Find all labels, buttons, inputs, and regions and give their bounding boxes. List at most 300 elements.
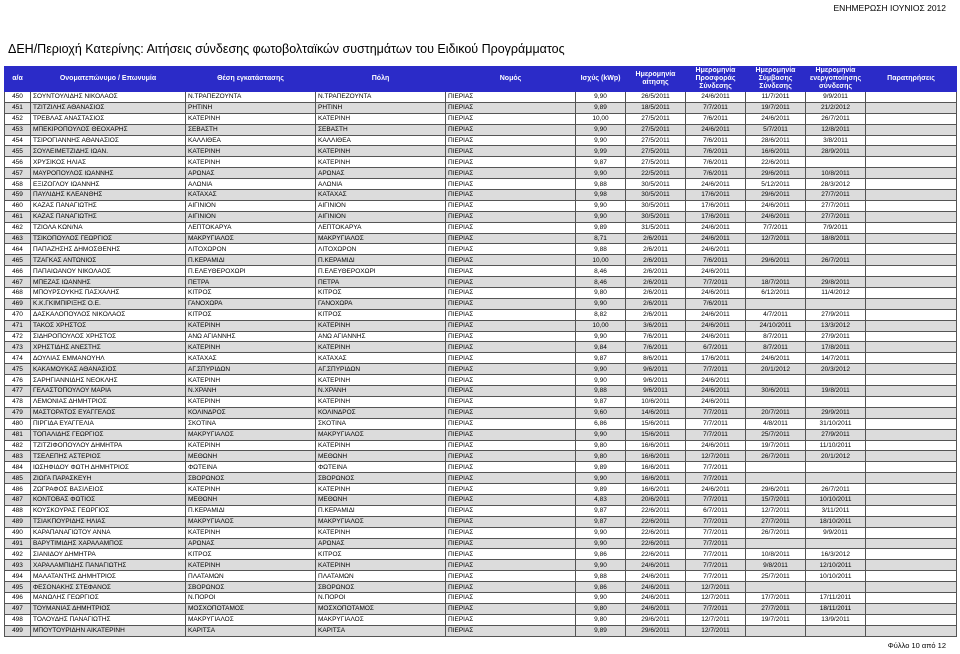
cell-application-date: 18/5/2011 <box>626 102 686 113</box>
cell-name: ΚΑΚΑΜΟΥΚΑΣ ΑΘΑΝΑΣΙΟΣ <box>31 364 186 375</box>
cell-prefecture: ΠΙΕΡΙΑΣ <box>446 582 576 593</box>
col-offer-date: Ημερομηνία Προσφοράς Σύνδεσης <box>686 67 746 92</box>
cell-prefecture: ΠΙΕΡΙΑΣ <box>446 396 576 407</box>
cell-application-date: 27/5/2011 <box>626 157 686 168</box>
cell-offer-date: 24/6/2011 <box>686 440 746 451</box>
cell-aa: 467 <box>5 277 31 288</box>
table-row <box>5 200 957 211</box>
table-row <box>5 309 957 320</box>
cell-aa: 472 <box>5 331 31 342</box>
cell-city: ΚΙΤΡΟΣ <box>316 549 446 560</box>
cell-activation-date: 29/8/2011 <box>806 277 866 288</box>
table-row <box>5 625 957 636</box>
cell-city: Ν.ΠΟΡΟΙ <box>316 592 446 603</box>
cell-aa: 452 <box>5 113 31 124</box>
cell-application-date: 2/6/2011 <box>626 266 686 277</box>
cell-name: ΠΑΠΑΙΩΑΝΟΥ ΝΙΚΟΛΑΟΣ <box>31 266 186 277</box>
table-row <box>5 211 957 222</box>
cell-notes <box>866 244 957 255</box>
cell-city: ΚΑΤΕΡΙΝΗ <box>316 375 446 386</box>
cell-name: ΜΑΣΤΟΡΑΤΟΣ ΕΥΑΓΓΕΛΟΣ <box>31 407 186 418</box>
cell-application-date: 15/6/2011 <box>626 429 686 440</box>
cell-prefecture: ΠΙΕΡΙΑΣ <box>446 222 576 233</box>
cell-city: ΚΑΤΕΡΙΝΗ <box>316 527 446 538</box>
cell-application-date: 7/6/2011 <box>626 342 686 353</box>
cell-notes <box>866 211 957 222</box>
cell-aa: 490 <box>5 527 31 538</box>
cell-location: ΑΡΩΝΑΣ <box>186 538 316 549</box>
cell-aa: 492 <box>5 549 31 560</box>
cell-activation-date: 13/9/2011 <box>806 614 866 625</box>
cell-notes <box>866 157 957 168</box>
cell-name: ΕΞΙΖΟΓΛΟΥ ΙΩΑΝΝΗΣ <box>31 179 186 190</box>
cell-offer-date: 17/6/2011 <box>686 200 746 211</box>
cell-aa: 455 <box>5 146 31 157</box>
cell-offer-date: 24/6/2011 <box>686 124 746 135</box>
cell-aa: 496 <box>5 592 31 603</box>
cell-application-date: 30/5/2011 <box>626 190 686 201</box>
cell-aa: 462 <box>5 222 31 233</box>
cell-name: ΤΖΙΤΖΙΦΟΠΟΥΛΟΥ ΔΗΜΗΤΡΑ <box>31 440 186 451</box>
cell-power: 9,90 <box>576 135 626 146</box>
cell-prefecture: ΠΙΕΡΙΑΣ <box>446 516 576 527</box>
cell-application-date: 22/6/2011 <box>626 527 686 538</box>
cell-application-date: 30/5/2011 <box>626 200 686 211</box>
table-row <box>5 560 957 571</box>
cell-city: ΚΑΤΕΡΙΝΗ <box>316 440 446 451</box>
cell-offer-date: 7/7/2011 <box>686 277 746 288</box>
cell-prefecture: ΠΙΕΡΙΑΣ <box>446 179 576 190</box>
cell-notes <box>866 484 957 495</box>
cell-application-date: 2/6/2011 <box>626 255 686 266</box>
cell-aa: 491 <box>5 538 31 549</box>
cell-city: ΚΑΤΕΡΙΝΗ <box>316 560 446 571</box>
table-row <box>5 451 957 462</box>
table-row <box>5 157 957 168</box>
cell-prefecture: ΠΙΕΡΙΑΣ <box>446 386 576 397</box>
cell-notes <box>866 592 957 603</box>
cell-power: 9,90 <box>576 168 626 179</box>
cell-aa: 459 <box>5 190 31 201</box>
cell-notes <box>866 386 957 397</box>
cell-offer-date: 7/7/2011 <box>686 538 746 549</box>
cell-prefecture: ΠΙΕΡΙΑΣ <box>446 549 576 560</box>
cell-location: ΑΙΓΙΝΙΟΝ <box>186 200 316 211</box>
cell-location: Π.ΚΕΡΑΜΙΔΙ <box>186 255 316 266</box>
cell-contract-date: 24/6/2011 <box>746 353 806 364</box>
cell-prefecture: ΠΙΕΡΙΑΣ <box>446 473 576 484</box>
cell-city: ΚΑΤΕΡΙΝΗ <box>316 396 446 407</box>
cell-contract-date: 5/12/2011 <box>746 179 806 190</box>
cell-name: ΤΟΠΑΛΙΔΗΣ ΓΕΩΡΓΙΟΣ <box>31 429 186 440</box>
cell-power: 9,90 <box>576 538 626 549</box>
cell-name: ΜΠΕΖΑΣ ΙΩΑΝΝΗΣ <box>31 277 186 288</box>
cell-application-date: 30/5/2011 <box>626 179 686 190</box>
cell-aa: 457 <box>5 168 31 179</box>
cell-activation-date: 31/10/2011 <box>806 418 866 429</box>
cell-city: ΚΙΤΡΟΣ <box>316 309 446 320</box>
cell-city: ΚΑΛΛΙΘΕΑ <box>316 135 446 146</box>
cell-name: ΧΑΡΑΛΑΜΠΙΔΗΣ ΠΑΝΑΓΙΩΤΗΣ <box>31 560 186 571</box>
cell-activation-date: 20/1/2012 <box>806 451 866 462</box>
cell-city: ΑΛΩΝΙΑ <box>316 179 446 190</box>
cell-contract-date <box>746 244 806 255</box>
cell-activation-date: 11/4/2012 <box>806 288 866 299</box>
cell-city: ΚΑΤΑΧΑΣ <box>316 353 446 364</box>
cell-prefecture: ΠΙΕΡΙΑΣ <box>446 505 576 516</box>
cell-offer-date: 24/6/2011 <box>686 179 746 190</box>
cell-contract-date: 27/7/2011 <box>746 603 806 614</box>
cell-power: 9,86 <box>576 549 626 560</box>
cell-prefecture: ΠΙΕΡΙΑΣ <box>446 190 576 201</box>
cell-prefecture: ΠΙΕΡΙΑΣ <box>446 538 576 549</box>
cell-prefecture: ΠΙΕΡΙΑΣ <box>446 484 576 495</box>
cell-name: ΣΙΑΝΙΔΟΥ ΔΗΜΗΤΡΑ <box>31 549 186 560</box>
cell-application-date: 24/6/2011 <box>626 560 686 571</box>
cell-power: 8,46 <box>576 266 626 277</box>
table-row <box>5 168 957 179</box>
update-label: ΕΝΗΜΕΡΩΣΗ ΙΟΥΝΙΟΣ 2012 <box>833 3 946 13</box>
cell-application-date: 3/6/2011 <box>626 320 686 331</box>
cell-application-date: 8/6/2011 <box>626 353 686 364</box>
cell-name: ΜΠΟΥΡΣΟΥΚΗΣ ΠΑΣΧΑΛΗΣ <box>31 288 186 299</box>
cell-prefecture: ΠΙΕΡΙΑΣ <box>446 298 576 309</box>
cell-location: Π.ΕΛΕΥΘΕΡΟΧΩΡΙ <box>186 266 316 277</box>
cell-power: 9,87 <box>576 516 626 527</box>
cell-application-date: 2/6/2011 <box>626 288 686 299</box>
cell-contract-date: 25/7/2011 <box>746 429 806 440</box>
table-row <box>5 113 957 124</box>
cell-application-date: 2/6/2011 <box>626 244 686 255</box>
cell-contract-date: 26/7/2011 <box>746 527 806 538</box>
cell-notes <box>866 538 957 549</box>
cell-contract-date: 29/6/2011 <box>746 484 806 495</box>
cell-application-date: 22/6/2011 <box>626 538 686 549</box>
cell-city: ΜΟΣΧΟΠΟΤΑΜΟΣ <box>316 603 446 614</box>
cell-offer-date: 7/6/2011 <box>686 135 746 146</box>
cell-location: ΚΑΤΕΡΙΝΗ <box>186 484 316 495</box>
cell-location: ΦΩΤΕΙΝΑ <box>186 462 316 473</box>
cell-name: ΓΕΛΑΣΤΟΠΟΥΛΟΥ ΜΑΡΙΑ <box>31 386 186 397</box>
cell-city: ΣΕΒΑΣΤΗ <box>316 124 446 135</box>
cell-power: 8,46 <box>576 277 626 288</box>
cell-notes <box>866 560 957 571</box>
table-row <box>5 484 957 495</box>
cell-location: ΚΑΡΙΤΣΑ <box>186 625 316 636</box>
cell-offer-date: 17/6/2011 <box>686 190 746 201</box>
cell-offer-date: 7/6/2011 <box>686 255 746 266</box>
cell-offer-date: 7/7/2011 <box>686 494 746 505</box>
table-row <box>5 418 957 429</box>
cell-contract-date: 17/7/2011 <box>746 592 806 603</box>
cell-activation-date: 10/8/2011 <box>806 168 866 179</box>
cell-aa: 481 <box>5 429 31 440</box>
table-row <box>5 505 957 516</box>
cell-contract-date: 8/7/2011 <box>746 331 806 342</box>
table-row <box>5 429 957 440</box>
cell-aa: 468 <box>5 288 31 299</box>
cell-city: ΣΚΟΤΙΝΑ <box>316 418 446 429</box>
cell-name: ΤΖΙΟΛΑ ΚΩΝ/ΝΑ <box>31 222 186 233</box>
cell-location: ΓΑΝΟΧΩΡΑ <box>186 298 316 309</box>
cell-city: ΚΑΤΑΧΑΣ <box>316 190 446 201</box>
cell-location: ΣΚΟΤΙΝΑ <box>186 418 316 429</box>
cell-prefecture: ΠΙΕΡΙΑΣ <box>446 92 576 103</box>
cell-aa: 495 <box>5 582 31 593</box>
col-notes: Παρατηρήσεις <box>866 67 957 92</box>
cell-location: ΜΑΚΡΥΓΙΑΛΟΣ <box>186 516 316 527</box>
cell-application-date: 20/6/2011 <box>626 494 686 505</box>
cell-contract-date: 19/7/2011 <box>746 614 806 625</box>
cell-name: ΧΡΗΣΤΙΔΗΣ ΑΝΕΣΤΗΣ <box>31 342 186 353</box>
cell-application-date: 16/6/2011 <box>626 451 686 462</box>
cell-activation-date: 3/11/2011 <box>806 505 866 516</box>
cell-city: ΜΕΘΩΝΗ <box>316 494 446 505</box>
cell-city: ΚΑΤΕΡΙΝΗ <box>316 320 446 331</box>
cell-name: ΖΙΩΓΑ ΠΑΡΑΣΚΕΥΗ <box>31 473 186 484</box>
col-aa: α/α <box>5 67 31 92</box>
cell-name: ΜΑΝΩΛΗΣ ΓΕΩΡΓΙΟΣ <box>31 592 186 603</box>
cell-city: ΣΒΟΡΩΝΟΣ <box>316 582 446 593</box>
cell-activation-date: 17/8/2011 <box>806 342 866 353</box>
cell-prefecture: ΠΙΕΡΙΑΣ <box>446 211 576 222</box>
cell-application-date: 9/6/2011 <box>626 364 686 375</box>
cell-notes <box>866 255 957 266</box>
cell-city: ΠΛΑΤΑΜΩΝ <box>316 571 446 582</box>
cell-application-date: 27/5/2011 <box>626 113 686 124</box>
cell-city: Π.ΕΛΕΥΘΕΡΟΧΩΡΙ <box>316 266 446 277</box>
cell-application-date: 16/6/2011 <box>626 473 686 484</box>
cell-contract-date: 4/8/2011 <box>746 418 806 429</box>
cell-contract-date <box>746 625 806 636</box>
cell-prefecture: ΠΙΕΡΙΑΣ <box>446 320 576 331</box>
cell-activation-date: 27/7/2011 <box>806 200 866 211</box>
cell-city: ΑΓ.ΣΠΥΡΙΔΩΝ <box>316 364 446 375</box>
cell-name: ΚΑΖΑΣ ΠΑΝΑΓΙΩΤΗΣ <box>31 211 186 222</box>
cell-aa: 497 <box>5 603 31 614</box>
cell-location: ΚΑΤΕΡΙΝΗ <box>186 560 316 571</box>
cell-city: ΑΙΓΙΝΙΟΝ <box>316 200 446 211</box>
table-row <box>5 473 957 484</box>
cell-location: ΚΙΤΡΟΣ <box>186 288 316 299</box>
col-name: Ονοματεπώνυμο / Επωνυμία <box>31 67 186 92</box>
cell-offer-date: 24/6/2011 <box>686 222 746 233</box>
cell-contract-date: 11/7/2011 <box>746 92 806 103</box>
cell-contract-date: 5/7/2011 <box>746 124 806 135</box>
cell-power: 10,00 <box>576 113 626 124</box>
cell-offer-date: 12/7/2011 <box>686 614 746 625</box>
cell-prefecture: ΠΙΕΡΙΑΣ <box>446 429 576 440</box>
cell-notes <box>866 102 957 113</box>
cell-offer-date: 12/7/2011 <box>686 592 746 603</box>
cell-aa: 453 <box>5 124 31 135</box>
cell-name: ΤΑΚΟΣ ΧΡΗΣΤΟΣ <box>31 320 186 331</box>
cell-application-date: 9/6/2011 <box>626 375 686 386</box>
cell-location: ΠΛΑΤΑΜΩΝ <box>186 571 316 582</box>
page-title: ΔΕΗ/Περιοχή Κατερίνης: Αιτήσεις σύνδεσης φωτοβολταϊκών συστημάτων του Ειδικού Προγράμματος <box>8 42 565 56</box>
cell-activation-date: 21/2/2012 <box>806 102 866 113</box>
cell-location: ΜΑΚΡΥΓΙΑΛΟΣ <box>186 614 316 625</box>
cell-notes <box>866 342 957 353</box>
cell-prefecture: ΠΙΕΡΙΑΣ <box>446 342 576 353</box>
cell-offer-date: 7/6/2011 <box>686 157 746 168</box>
cell-name: ΤΡΕΒΛΑΣ ΑΝΑΣΤΑΣΙΟΣ <box>31 113 186 124</box>
cell-location: ΡΗΤΙΝΗ <box>186 102 316 113</box>
cell-offer-date: 24/6/2011 <box>686 266 746 277</box>
cell-power: 9,90 <box>576 375 626 386</box>
cell-activation-date <box>806 625 866 636</box>
cell-city: ΑΝΩ ΑΓΙΑΝΝΗΣ <box>316 331 446 342</box>
table-row <box>5 179 957 190</box>
cell-power: 9,89 <box>576 462 626 473</box>
cell-name: ΣΟΥΝΤΟΥΛΙΔΗΣ ΝΙΚΟΛΑΟΣ <box>31 92 186 103</box>
cell-city: ΑΙΓΙΝΙΟΝ <box>316 211 446 222</box>
cell-aa: 499 <box>5 625 31 636</box>
table-row <box>5 375 957 386</box>
cell-contract-date: 22/6/2011 <box>746 157 806 168</box>
cell-power: 9,98 <box>576 190 626 201</box>
cell-application-date: 22/6/2011 <box>626 505 686 516</box>
cell-notes <box>866 298 957 309</box>
cell-name: ΤΣΙΚΟΠΟΥΛΟΣ ΓΕΩΡΓΙΟΣ <box>31 233 186 244</box>
cell-notes <box>866 266 957 277</box>
cell-location: ΜΕΘΩΝΗ <box>186 494 316 505</box>
cell-activation-date <box>806 375 866 386</box>
cell-activation-date: 28/9/2011 <box>806 146 866 157</box>
cell-notes <box>866 571 957 582</box>
cell-power: 9,80 <box>576 603 626 614</box>
cell-offer-date: 24/6/2011 <box>686 396 746 407</box>
cell-offer-date: 24/6/2011 <box>686 484 746 495</box>
cell-application-date: 2/6/2011 <box>626 309 686 320</box>
cell-name: ΠΙΡΓΙΔΑ ΕΥΑΓΓΕΛΙΑ <box>31 418 186 429</box>
cell-location: ΣΒΟΡΩΝΟΣ <box>186 473 316 484</box>
cell-power: 9,89 <box>576 484 626 495</box>
cell-location: ΚΑΛΛΙΘΕΑ <box>186 135 316 146</box>
cell-prefecture: ΠΙΕΡΙΑΣ <box>446 625 576 636</box>
cell-aa: 483 <box>5 451 31 462</box>
cell-notes <box>866 146 957 157</box>
cell-power: 6,86 <box>576 418 626 429</box>
cell-application-date: 26/5/2011 <box>626 92 686 103</box>
cell-contract-date: 16/6/2011 <box>746 146 806 157</box>
cell-notes <box>866 625 957 636</box>
cell-city: ΣΒΟΡΩΝΟΣ <box>316 473 446 484</box>
cell-activation-date <box>806 538 866 549</box>
cell-notes <box>866 135 957 146</box>
cell-prefecture: ΠΙΕΡΙΑΣ <box>446 102 576 113</box>
cell-activation-date: 20/3/2012 <box>806 364 866 375</box>
cell-name: ΙΩΣΗΦΙΔΟΥ ΦΩΤΗ ΔΗΜΗΤΡΙΟΣ <box>31 462 186 473</box>
cell-aa: 461 <box>5 211 31 222</box>
cell-notes <box>866 320 957 331</box>
cell-contract-date: 29/6/2011 <box>746 168 806 179</box>
cell-contract-date <box>746 266 806 277</box>
cell-aa: 485 <box>5 473 31 484</box>
cell-application-date: 31/5/2011 <box>626 222 686 233</box>
cell-activation-date <box>806 473 866 484</box>
table-row <box>5 364 957 375</box>
cell-aa: 479 <box>5 407 31 418</box>
cell-contract-date: 30/6/2011 <box>746 386 806 397</box>
cell-contract-date <box>746 298 806 309</box>
cell-activation-date: 19/8/2011 <box>806 386 866 397</box>
cell-location: ΑΝΩ ΑΓΙΑΝΝΗΣ <box>186 331 316 342</box>
cell-application-date: 22/5/2011 <box>626 168 686 179</box>
cell-contract-date <box>746 396 806 407</box>
cell-prefecture: ΠΙΕΡΙΑΣ <box>446 266 576 277</box>
cell-location: ΠΕΤΡΑ <box>186 277 316 288</box>
cell-activation-date: 27/9/2011 <box>806 331 866 342</box>
cell-offer-date: 7/7/2011 <box>686 364 746 375</box>
cell-prefecture: ΠΙΕΡΙΑΣ <box>446 244 576 255</box>
cell-activation-date <box>806 298 866 309</box>
cell-name: ΤΟΛΟΥΔΗΣ ΠΑΝΑΓΙΩΤΗΣ <box>31 614 186 625</box>
cell-prefecture: ΠΙΕΡΙΑΣ <box>446 614 576 625</box>
cell-aa: 494 <box>5 571 31 582</box>
cell-aa: 487 <box>5 494 31 505</box>
cell-prefecture: ΠΙΕΡΙΑΣ <box>446 527 576 538</box>
cell-aa: 477 <box>5 386 31 397</box>
cell-activation-date: 27/7/2011 <box>806 211 866 222</box>
cell-aa: 484 <box>5 462 31 473</box>
cell-notes <box>866 429 957 440</box>
cell-city: ΑΡΩΝΑΣ <box>316 538 446 549</box>
table-row <box>5 614 957 625</box>
cell-activation-date: 9/9/2011 <box>806 92 866 103</box>
cell-power: 9,88 <box>576 386 626 397</box>
cell-location: ΚΟΛΙΝΔΡΟΣ <box>186 407 316 418</box>
cell-name: ΚΑΖΑΣ ΠΑΝΑΓΙΩΤΗΣ <box>31 200 186 211</box>
cell-application-date: 24/6/2011 <box>626 582 686 593</box>
cell-power: 9,90 <box>576 429 626 440</box>
cell-prefecture: ΠΙΕΡΙΑΣ <box>446 353 576 364</box>
cell-location: ΚΑΤΕΡΙΝΗ <box>186 527 316 538</box>
table-row <box>5 277 957 288</box>
cell-city: ΓΑΝΟΧΩΡΑ <box>316 298 446 309</box>
cell-offer-date: 24/6/2011 <box>686 331 746 342</box>
cell-notes <box>866 222 957 233</box>
cell-prefecture: ΠΙΕΡΙΑΣ <box>446 331 576 342</box>
cell-name: ΚΑΡΑΠΑΝΑΓΙΩΤΟΥ ΑΝΝΑ <box>31 527 186 538</box>
cell-city: ΜΑΚΡΥΓΙΑΛΟΣ <box>316 516 446 527</box>
table-row <box>5 222 957 233</box>
table-row <box>5 516 957 527</box>
cell-application-date: 30/5/2011 <box>626 211 686 222</box>
cell-offer-date: 24/6/2011 <box>686 233 746 244</box>
cell-aa: 450 <box>5 92 31 103</box>
cell-application-date: 29/6/2011 <box>626 614 686 625</box>
cell-offer-date: 7/7/2011 <box>686 462 746 473</box>
cell-offer-date: 7/7/2011 <box>686 429 746 440</box>
cell-prefecture: ΠΙΕΡΙΑΣ <box>446 124 576 135</box>
table-row <box>5 494 957 505</box>
cell-activation-date <box>806 157 866 168</box>
table-row <box>5 288 957 299</box>
cell-power: 9,90 <box>576 124 626 135</box>
cell-activation-date: 18/8/2011 <box>806 233 866 244</box>
cell-notes <box>866 603 957 614</box>
cell-location: Ν.ΤΡΑΠΕΖΟΥΝΤΑ <box>186 92 316 103</box>
cell-power: 9,60 <box>576 407 626 418</box>
cell-contract-date: 18/7/2011 <box>746 277 806 288</box>
cell-contract-date: 27/7/2011 <box>746 516 806 527</box>
cell-name: ΤΣΙΑΚΠΟΥΡΙΔΗΣ ΗΛΙΑΣ <box>31 516 186 527</box>
cell-application-date: 2/6/2011 <box>626 298 686 309</box>
cell-activation-date: 12/10/2011 <box>806 560 866 571</box>
cell-activation-date: 26/7/2011 <box>806 255 866 266</box>
cell-power: 9,87 <box>576 353 626 364</box>
